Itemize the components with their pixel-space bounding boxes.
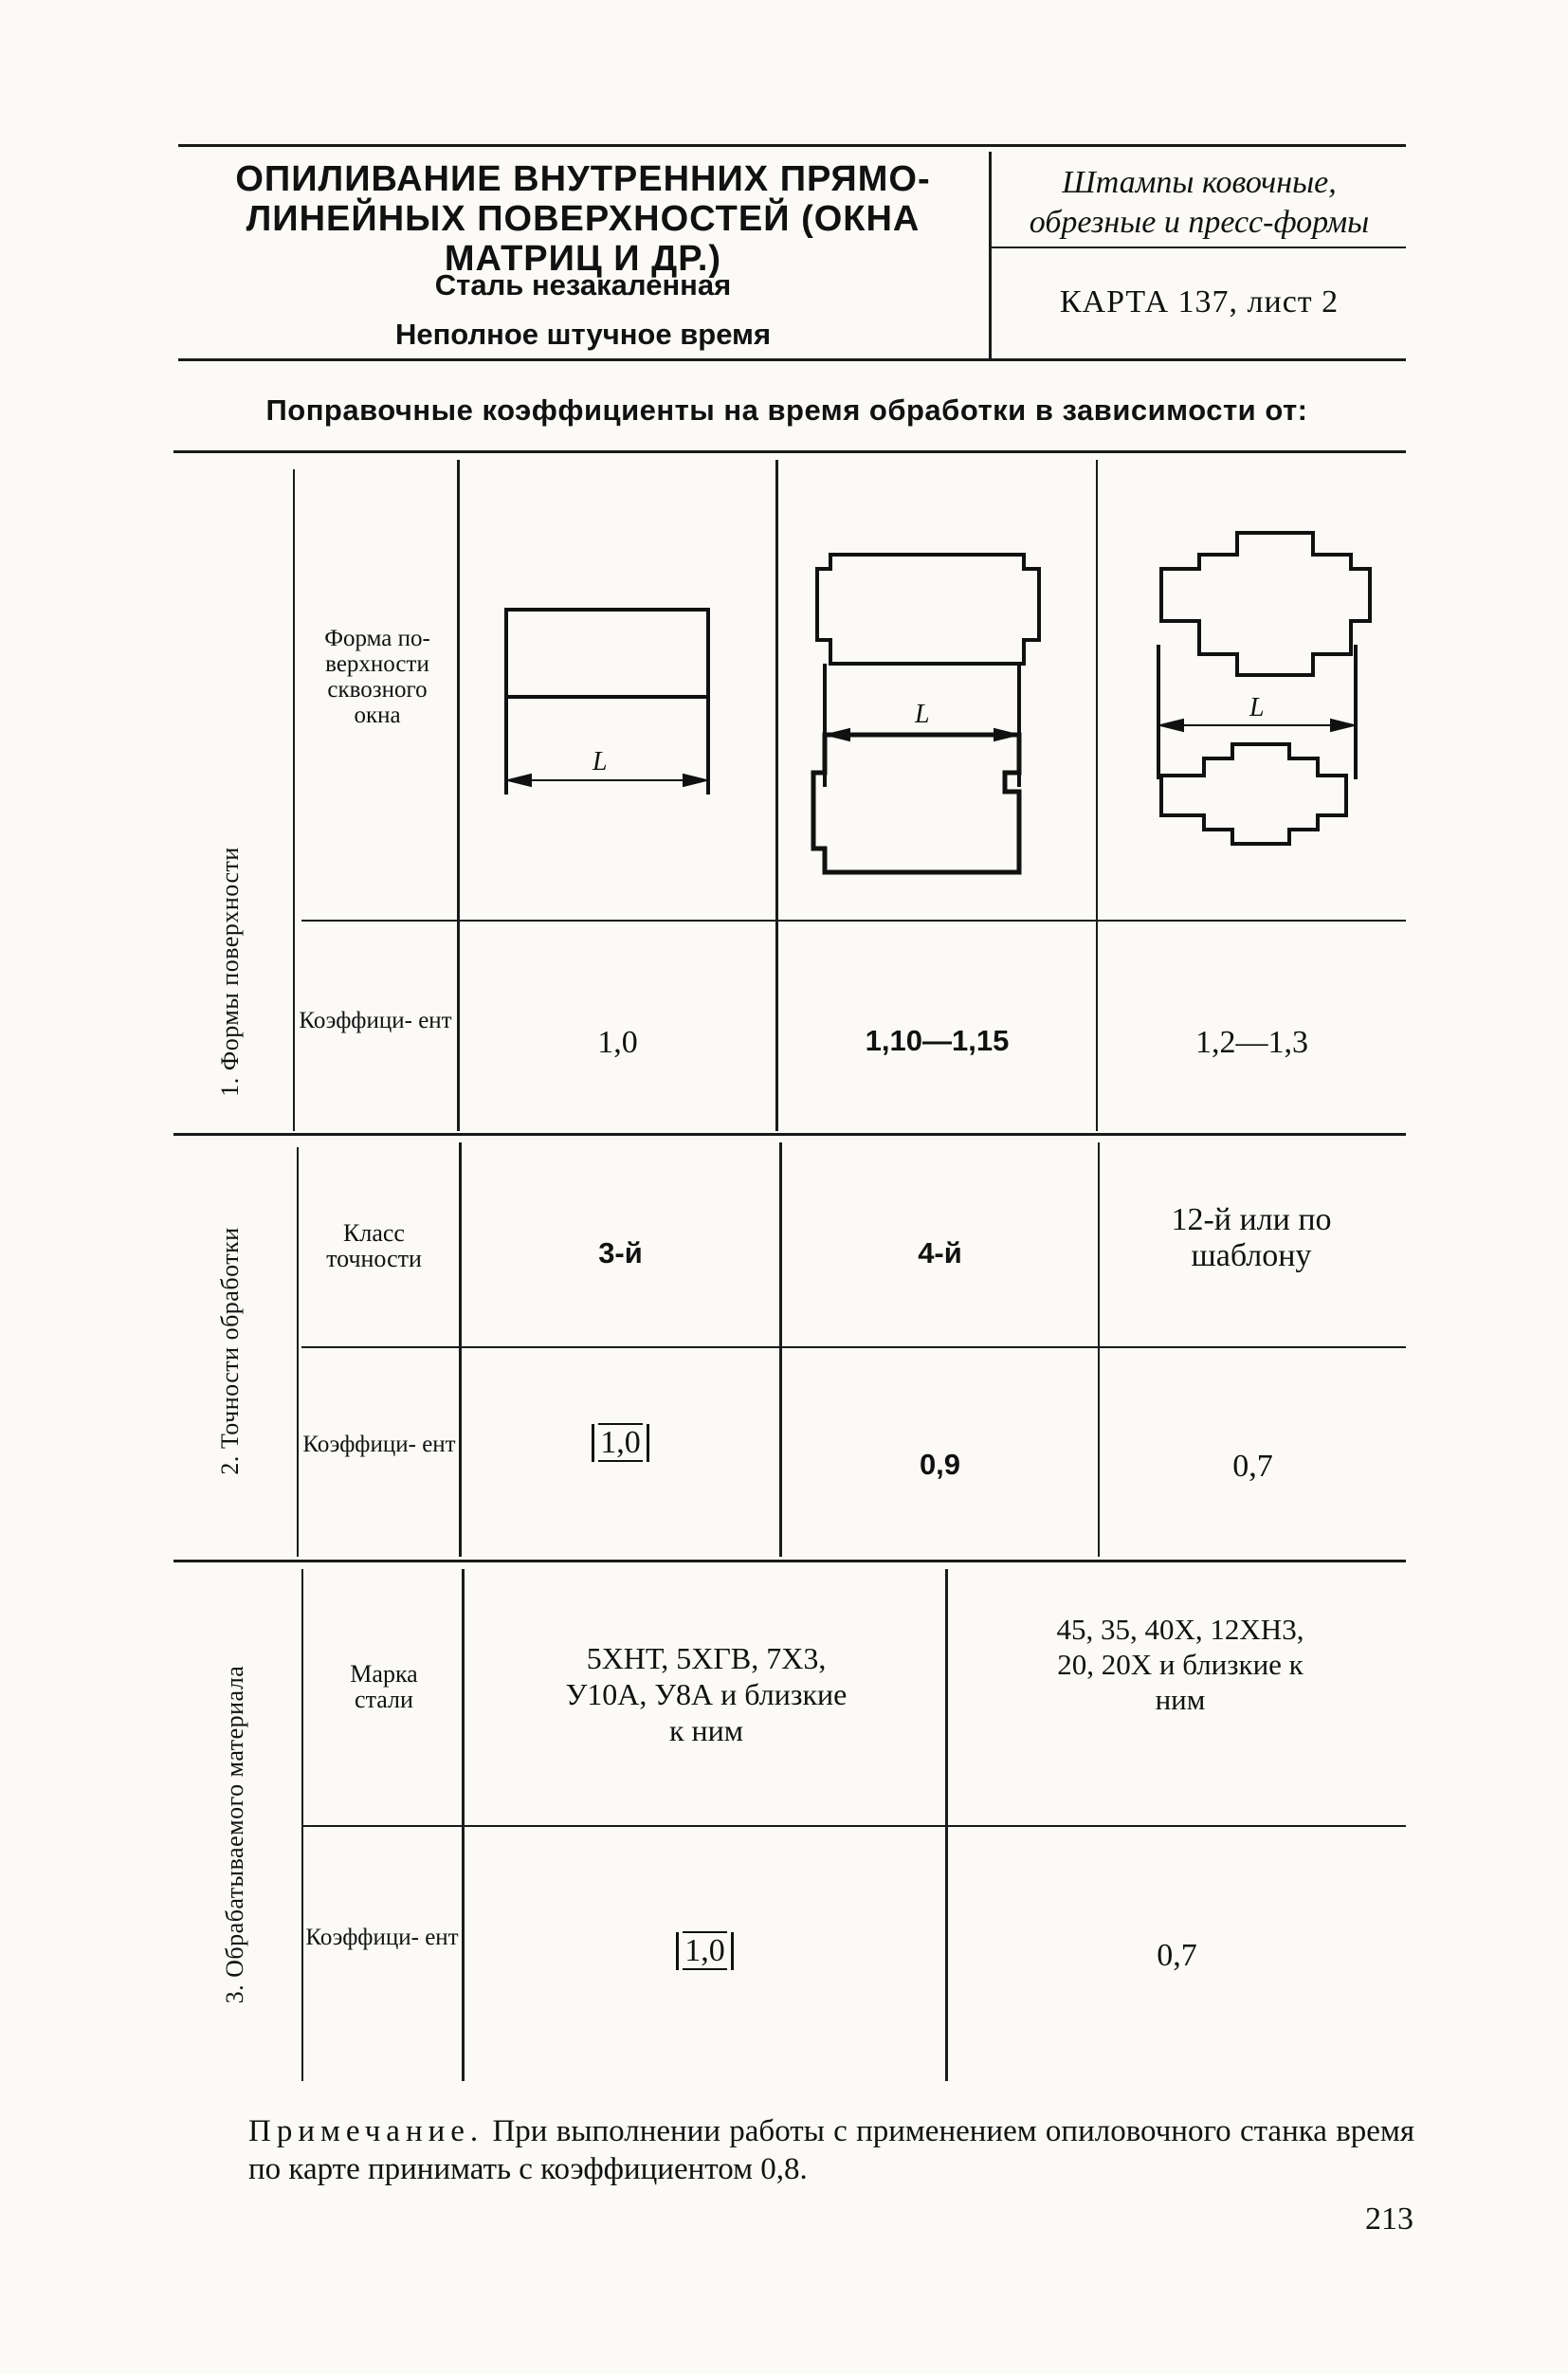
- section-name-3: 3. Обрабатываемого материала: [221, 1665, 248, 2004]
- coef-value: 0,9: [919, 1448, 961, 1481]
- shape-notched-bottom: [813, 735, 1019, 872]
- note-text: При выполнении работы с применением опиловочного станка время по карте принимать с коэффициентом 0,8.: [248, 2114, 1415, 2186]
- title-line: ОПИЛИВАНИЕ ВНУТРЕННИХ ПРЯМО-: [235, 159, 931, 199]
- dimension-label-L: L: [593, 747, 608, 776]
- title-line: ЛИНЕЙНЫХ ПОВЕРХНОСТЕЙ (ОКНА: [246, 199, 921, 239]
- coef-value-boxed: [465, 1932, 945, 1970]
- card-number: КАРТА 137, лист 2: [1059, 284, 1340, 320]
- coef-value: 1,0: [600, 1425, 641, 1460]
- section-name-1: 1. Формы поверхности: [216, 847, 244, 1097]
- dimension-label-L: L: [1249, 693, 1265, 722]
- dimension-label-L: L: [915, 700, 930, 729]
- accuracy-class-value: 4-й: [918, 1236, 962, 1269]
- surface-shape-label: Форма по- верхности сквозного окна: [324, 626, 430, 728]
- material-subtitle: Сталь незакаленная: [434, 268, 732, 301]
- coef-label: Коэффици- ент: [302, 1432, 456, 1457]
- shape-notched-top: [817, 555, 1039, 664]
- coef-label: Коэффици- ент: [305, 1925, 459, 1950]
- accuracy-class-label: Класс точности: [326, 1219, 422, 1272]
- shape-rectangle: [506, 610, 708, 697]
- steel-grade-label: Марка стали: [350, 1660, 418, 1713]
- steel-grade-text: 5ХНТ, 5ХГВ, 7Х3, У10А, У8А и близкие к ним: [565, 1641, 848, 1747]
- coef-value: 1,0: [597, 1025, 638, 1060]
- footnote: [248, 2112, 1414, 2188]
- coef-value-boxed: [462, 1424, 779, 1462]
- shape-stepped-bottom: [1161, 744, 1346, 844]
- base-coef-box: [676, 1932, 734, 1970]
- steel-grade-group-2: [1043, 1612, 1318, 1717]
- coef-value: 0,7: [1157, 1938, 1197, 1973]
- steel-grade-text: 45, 35, 40Х, 12ХН3, 20, 20Х и близкие к ним: [1056, 1613, 1304, 1716]
- coef-value: 1,2—1,3: [1195, 1025, 1308, 1060]
- note-prefix: Примечание.: [248, 2114, 484, 2148]
- steel-grade-group-1: [559, 1640, 853, 1748]
- category-line: обрезные и пресс-формы: [1029, 205, 1370, 240]
- page-number: 213: [1365, 2201, 1413, 2237]
- coef-value: 1,0: [684, 1933, 725, 1968]
- accuracy-class-value: 12-й или по шаблону: [1171, 1202, 1332, 1273]
- coef-value: 1,10—1,15: [865, 1024, 1010, 1057]
- time-type-subtitle: Неполное штучное время: [394, 318, 772, 351]
- category-line: Штампы ковочные,: [1062, 165, 1337, 200]
- title-line: МАТРИЦ И ДР.): [444, 239, 722, 279]
- shape-stepped-top: [1161, 533, 1370, 675]
- coef-value: 0,7: [1232, 1449, 1273, 1484]
- accuracy-class-value: 3-й: [598, 1236, 643, 1269]
- section-name-2: 2. Точности обработки: [216, 1227, 244, 1475]
- table-caption: Поправочные коэффициенты на время обработки в зависимости от:: [265, 393, 1308, 427]
- coef-label: Коэффици- ент: [299, 1008, 452, 1033]
- base-coef-box: [592, 1424, 649, 1462]
